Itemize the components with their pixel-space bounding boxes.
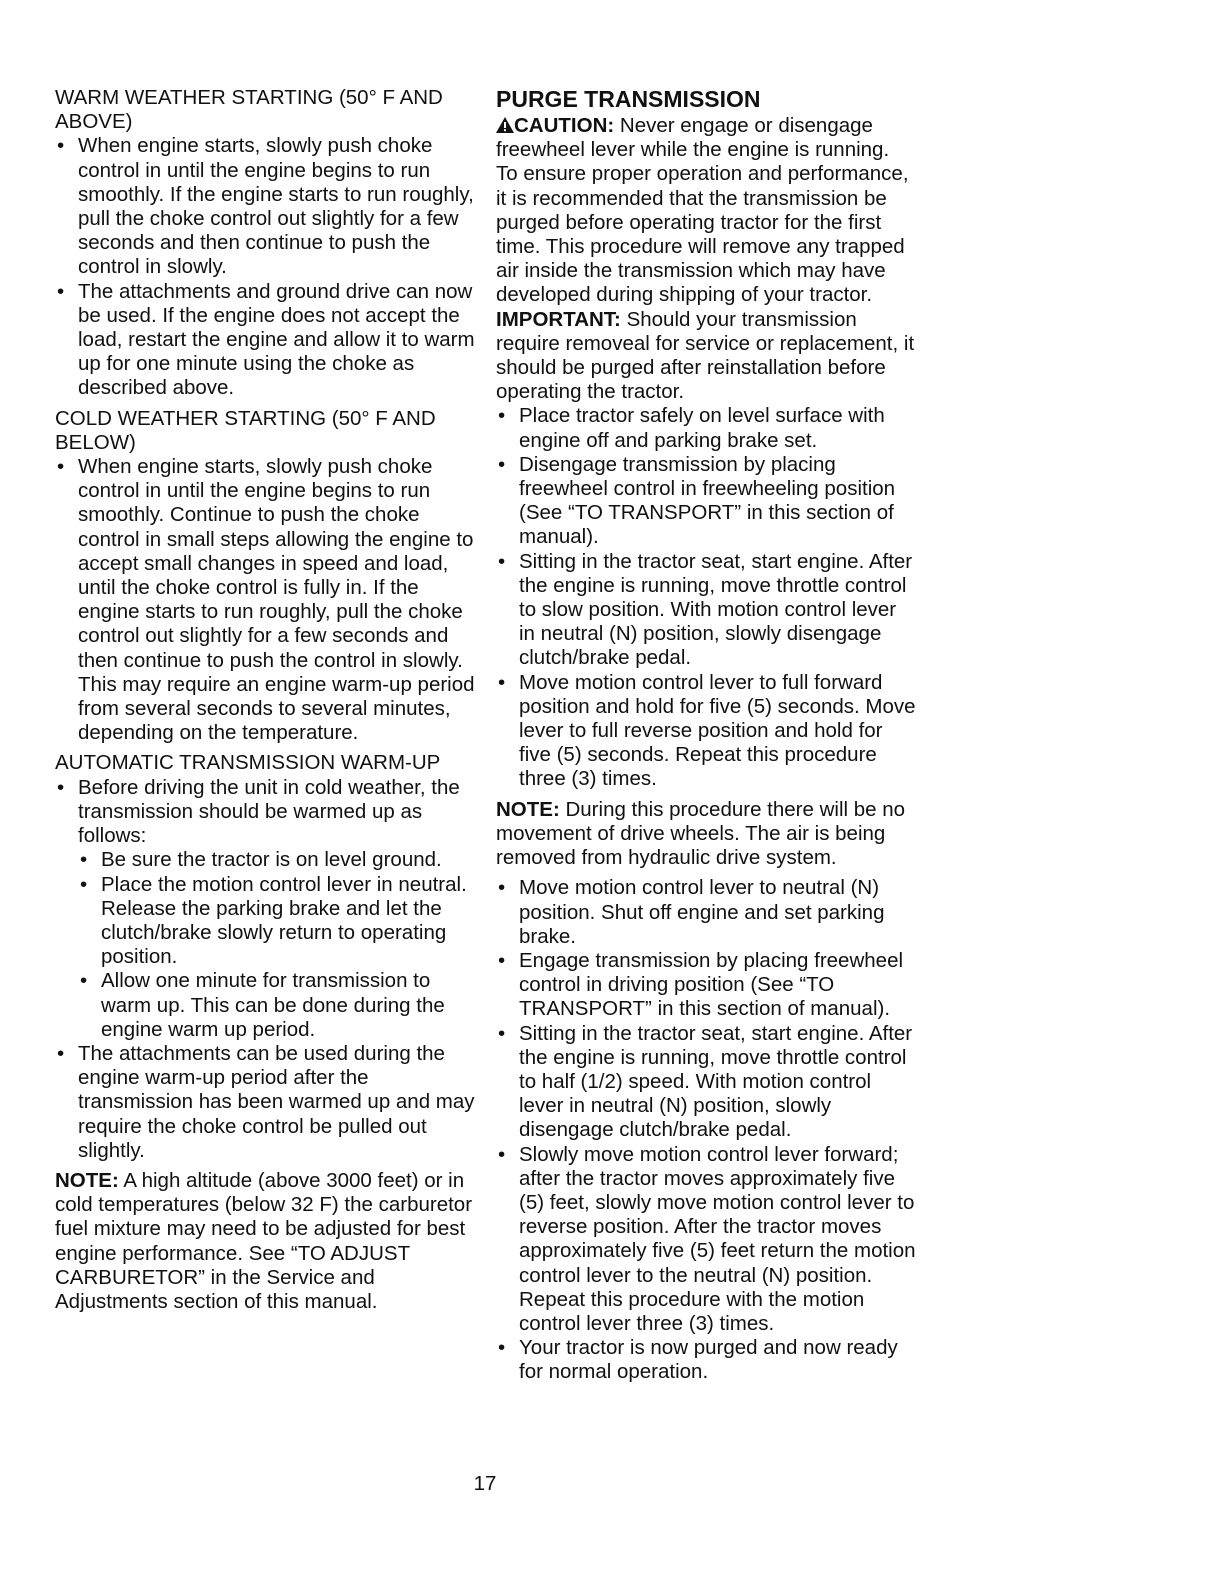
list-item — [55, 776, 475, 1042]
list-item: • Move motion control lever to neutral (N) position. Shut off engine and set parking brake. — [496, 876, 916, 949]
warm-weather-list — [55, 134, 475, 400]
note-text: During this procedure there will be no movement of drive wheels. The air is being removed from hydraulic drive system. — [496, 797, 906, 870]
engage-steps-list — [496, 876, 916, 1384]
list-item: • Engage transmission by placing freewheel control in driving position (See “TO TRANSPORT” in this section of manual). — [496, 949, 916, 1022]
note-label: NOTE: — [55, 1168, 119, 1192]
left-note — [55, 1169, 475, 1314]
list-item: • Your tractor is now purged and now ready for normal operation. — [496, 1336, 916, 1384]
sub-list-item: • Be sure the tractor is on level ground. — [78, 848, 475, 872]
warning-triangle-icon — [496, 117, 514, 133]
list-item: • When engine starts, slowly push choke control in until the engine begins to run smoothly. Continue to push the choke control in small steps allowing the engine to accept small changes in speed and load, until the choke control is fully in. If the engine starts to run roughly, pull the choke control out slightly for a few seconds and then continue to push the control in slowly. This may require an engine warm-up period from several seconds to several minutes, depending on the temperature. — [55, 455, 475, 745]
purge-intro: To ensure proper operation and performance, it is recommended that the transmission be purged before operating tractor for the first time. This procedure will remove any trapped air inside the transmission which may have developed during shipping of your tractor. — [496, 162, 909, 307]
cold-weather-list — [55, 455, 475, 745]
sub-list-item: • Place the motion control lever in neutral. Release the parking brake and let the clutch/brake slowly return to operating position. — [78, 873, 475, 970]
important-text: Should your transmission require removeal for service or replacement, it should be purged after reinstallation before operating the tractor. — [496, 307, 915, 404]
list-item: • When engine starts, slowly push choke control in until the engine begins to run smoothly. If the engine starts to run roughly, pull the choke control out slightly for a few seconds and then continue to push the control in slowly. — [55, 134, 475, 279]
purge-transmission-title: PURGE TRANSMISSION — [496, 86, 761, 112]
caution-text: Never engage or disengage freewheel lever while the engine is running. — [496, 114, 890, 162]
list-item: • The attachments and ground drive can now be used. If the engine does not accept the load, restart the engine and allow it to warm up for one minute using the choke as described above. — [55, 280, 475, 401]
auto-transmission-sub-list — [78, 848, 475, 1042]
list-item: • Place tractor safely on level surface with engine off and parking brake set. — [496, 404, 916, 452]
auto-transmission-list — [55, 776, 475, 1163]
purge-steps-list — [496, 404, 916, 791]
list-item: • Move motion control lever to full forward position and hold for five (5) seconds. Move lever to full reverse position and hold for five (5) seconds. Repeat this procedure three (3) times. — [496, 671, 916, 792]
right-column — [496, 86, 916, 1391]
auto-transmission-heading: AUTOMATIC TRANSMISSION WARM-UP — [55, 751, 441, 775]
auto-transmission-bullet-text: Before driving the unit in cold weather, the transmission should be warmed up as follows: — [78, 775, 460, 848]
important-paragraph — [496, 308, 916, 405]
warm-weather-heading: WARM WEATHER STARTING (50° F AND ABOVE) — [55, 86, 443, 134]
list-item: • Sitting in the tractor seat, start engine. After the engine is running, move throttle control to slow position. With motion control lever in neutral (N) position, slowly disengage clutch/brake pedal. — [496, 550, 916, 671]
sub-list-item: • Allow one minute for transmission to warm up. This can be done during the engine warm up period. — [78, 969, 475, 1042]
note-label: NOTE: — [496, 797, 560, 821]
right-note — [496, 798, 916, 871]
page-number: 17 — [473, 1472, 497, 1495]
important-label: IMPORTANT: — [496, 307, 621, 331]
list-item: • The attachments can be used during the engine warm-up period after the transmission has been warmed up and may require the choke control be pulled out slightly. — [55, 1042, 475, 1163]
list-item: • Slowly move motion control lever forward; after the tractor moves approximately five (5) feet, slowly move motion control lever to reverse position. After the tractor moves approximately five (5) feet return the motion control lever to the neutral (N) position. Repeat this procedure with the motion control lever three (3) times. — [496, 1143, 916, 1337]
list-item: • Disengage transmission by placing freewheel control in freewheeling position (See “TO TRANSPORT” in this section of manual). — [496, 453, 916, 550]
caution-paragraph — [496, 114, 916, 162]
left-column — [55, 86, 475, 1314]
caution-label: CAUTION: — [514, 114, 615, 137]
list-item: • Sitting in the tractor seat, start engine. After the engine is running, move throttle control to half (1/2) speed. With motion control lever in neutral (N) position, slowly disengage clutch/brake pedal. — [496, 1022, 916, 1143]
note-text: A high altitude (above 3000 feet) or in cold temperatures (below 32 F) the carburetor fuel mixture may need to be adjusted for best engine performance. See “TO ADJUST CARBURETOR” in the Service and Adjustments section of this manual. — [55, 1168, 473, 1313]
cold-weather-heading: COLD WEATHER STARTING (50° F AND BELOW) — [55, 406, 436, 454]
